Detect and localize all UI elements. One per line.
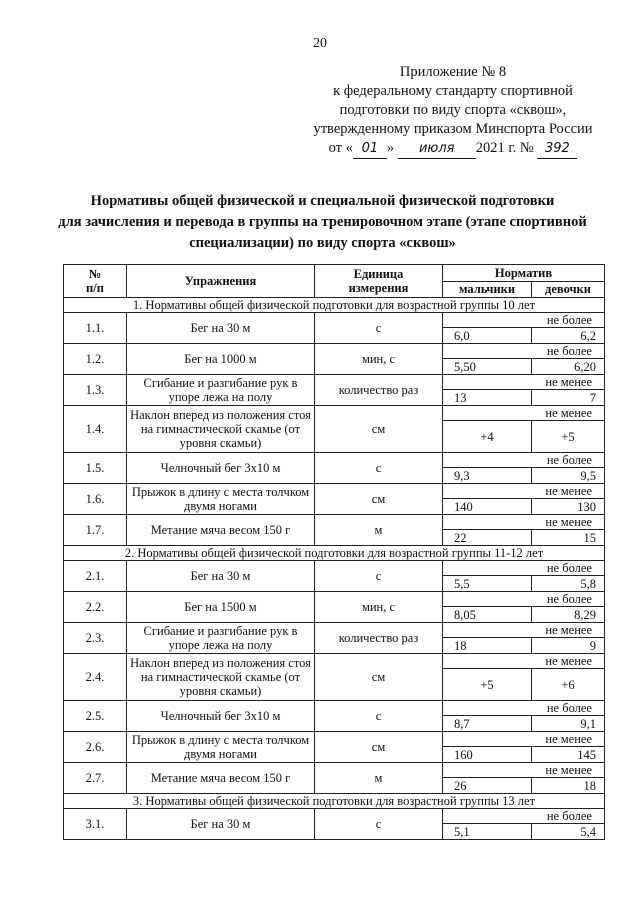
- girls-value: 5,4: [532, 824, 605, 840]
- norm-condition: не менее: [443, 515, 605, 530]
- header-exercise: Упражнения: [127, 265, 315, 298]
- title-line: специализации) по виду спорта «сквош»: [189, 235, 456, 251]
- row-num: 2.3.: [64, 623, 127, 654]
- row-num: 1.2.: [64, 344, 127, 375]
- section-row: [64, 298, 605, 313]
- date-year: 2021 г. №: [475, 140, 534, 156]
- norm-condition: не менее: [443, 623, 605, 638]
- boys-value: 9,3: [443, 468, 532, 484]
- row-num: 1.6.: [64, 484, 127, 515]
- table-row: [64, 375, 605, 390]
- girls-value: 6,2: [532, 328, 605, 344]
- table-row: [64, 344, 605, 359]
- norm-condition: не более: [443, 701, 605, 716]
- unit-cell: см: [315, 732, 443, 763]
- row-num: 2.5.: [64, 701, 127, 732]
- boys-value: 5,50: [443, 359, 532, 375]
- boys-value: 13: [443, 390, 532, 406]
- norm-condition: не более: [443, 313, 605, 328]
- unit-cell: количество раз: [315, 375, 443, 406]
- header-num: № п/п: [64, 265, 127, 298]
- appendix-line: к федеральному стандарту спортивной: [333, 83, 573, 99]
- unit-cell: с: [315, 809, 443, 840]
- unit-cell: см: [315, 484, 443, 515]
- row-num: 1.1.: [64, 313, 127, 344]
- handwritten-month: июля: [398, 139, 476, 159]
- girls-value: +6: [532, 669, 605, 701]
- unit-cell: см: [315, 406, 443, 453]
- boys-value: 8,7: [443, 716, 532, 732]
- exercise-name: Бег на 30 м: [127, 313, 315, 344]
- date-mid: »: [386, 140, 395, 156]
- section-row: [64, 794, 605, 809]
- document-title: [40, 191, 605, 254]
- title-line: для зачисления и перевода в группы на тренировочном этапе (этапе спортивной: [58, 214, 587, 230]
- row-num: 1.4.: [64, 406, 127, 453]
- section-title: 1. Нормативы общей физической подготовки для возрастной группы 10 лет: [64, 298, 605, 313]
- norm-condition: не менее: [443, 763, 605, 778]
- norm-condition: не более: [443, 344, 605, 359]
- boys-value: 8,05: [443, 607, 532, 623]
- row-num: 2.1.: [64, 561, 127, 592]
- girls-value: 8,29: [532, 607, 605, 623]
- girls-value: 18: [532, 778, 605, 794]
- row-num: 2.4.: [64, 654, 127, 701]
- header-unit: Единица измерения: [315, 265, 443, 298]
- unit-cell: мин, с: [315, 344, 443, 375]
- handwritten-order-number: 392: [537, 139, 577, 159]
- unit-cell: см: [315, 654, 443, 701]
- girls-value: 9: [532, 638, 605, 654]
- norm-condition: не менее: [443, 484, 605, 499]
- exercise-name: Наклон вперед из положения стоя на гимнастической скамье (от уровня скамьи): [127, 406, 315, 453]
- row-num: 2.6.: [64, 732, 127, 763]
- header-girls: девочки: [532, 281, 605, 298]
- exercise-name: Бег на 30 м: [127, 809, 315, 840]
- table-row: [64, 654, 605, 669]
- table-row: [64, 701, 605, 716]
- appendix-line: Приложение № 8: [399, 64, 507, 80]
- unit-cell: с: [315, 313, 443, 344]
- boys-value: 26: [443, 778, 532, 794]
- girls-value: 5,8: [532, 576, 605, 592]
- norm-condition: не менее: [443, 375, 605, 390]
- boys-value: 18: [443, 638, 532, 654]
- unit-cell: м: [315, 515, 443, 546]
- girls-value: 130: [532, 499, 605, 515]
- boys-value: 5,1: [443, 824, 532, 840]
- table-row: [64, 453, 605, 468]
- exercise-name: Метание мяча весом 150 г: [127, 763, 315, 794]
- norms-table-body: [64, 298, 605, 840]
- exercise-name: Метание мяча весом 150 г: [127, 515, 315, 546]
- girls-value: +5: [532, 421, 605, 453]
- girls-value: 9,5: [532, 468, 605, 484]
- row-num: 1.7.: [64, 515, 127, 546]
- handwritten-day: 01: [353, 139, 387, 159]
- table-row: [64, 561, 605, 576]
- table-row: [64, 763, 605, 778]
- boys-value: 6,0: [443, 328, 532, 344]
- girls-value: 7: [532, 390, 605, 406]
- norm-condition: не менее: [443, 732, 605, 747]
- appendix-line: подготовки по виду спорта «сквош»,: [339, 102, 567, 118]
- norm-condition: не более: [443, 809, 605, 824]
- girls-value: 15: [532, 530, 605, 546]
- row-num: 1.3.: [64, 375, 127, 406]
- exercise-name: Наклон вперед из положения стоя на гимнастической скамье (от уровня скамьи): [127, 654, 315, 701]
- table-row: [64, 623, 605, 638]
- table-row: [64, 515, 605, 530]
- boys-value: 160: [443, 747, 532, 763]
- exercise-name: Прыжок в длину с места толчком двумя ногами: [127, 732, 315, 763]
- unit-cell: мин, с: [315, 592, 443, 623]
- exercise-name: Бег на 1000 м: [127, 344, 315, 375]
- row-num: 1.5.: [64, 453, 127, 484]
- table-row: [64, 809, 605, 824]
- norm-condition: не более: [443, 592, 605, 607]
- boys-value: +5: [443, 669, 532, 701]
- header-boys: мальчики: [443, 281, 532, 298]
- norms-table: [63, 264, 605, 840]
- section-title: 3. Нормативы общей физической подготовки для возрастной группы 13 лет: [64, 794, 605, 809]
- exercise-name: Бег на 30 м: [127, 561, 315, 592]
- norm-condition: не более: [443, 561, 605, 576]
- unit-cell: количество раз: [315, 623, 443, 654]
- exercise-name: Сгибание и разгибание рук в упоре лежа на полу: [127, 623, 315, 654]
- page-number: 20: [313, 36, 327, 51]
- unit-cell: с: [315, 701, 443, 732]
- girls-value: 6,20: [532, 359, 605, 375]
- unit-cell: с: [315, 561, 443, 592]
- unit-cell: с: [315, 453, 443, 484]
- girls-value: 9,1: [532, 716, 605, 732]
- table-row: [64, 313, 605, 328]
- exercise-name: Прыжок в длину с места толчком двумя ногами: [127, 484, 315, 515]
- table-row: [64, 732, 605, 747]
- norm-condition: не менее: [443, 654, 605, 669]
- exercise-name: Челночный бег 3x10 м: [127, 453, 315, 484]
- section-title: 2. Нормативы общей физической подготовки для возрастной группы 11-12 лет: [64, 546, 605, 561]
- date-prefix: от «: [328, 140, 353, 156]
- exercise-name: Сгибание и разгибание рук в упоре лежа на полу: [127, 375, 315, 406]
- boys-value: 5,5: [443, 576, 532, 592]
- boys-value: 22: [443, 530, 532, 546]
- appendix-block: [303, 63, 603, 159]
- norm-condition: не менее: [443, 406, 605, 421]
- boys-value: +4: [443, 421, 532, 453]
- exercise-name: Бег на 1500 м: [127, 592, 315, 623]
- row-num: 3.1.: [64, 809, 127, 840]
- table-row: [64, 484, 605, 499]
- unit-cell: м: [315, 763, 443, 794]
- appendix-line: утвержденному приказом Минспорта России: [313, 121, 593, 137]
- norm-condition: не более: [443, 453, 605, 468]
- row-num: 2.7.: [64, 763, 127, 794]
- table-row: [64, 592, 605, 607]
- table-row: [64, 406, 605, 421]
- header-norm: Норматив: [443, 265, 605, 282]
- girls-value: 145: [532, 747, 605, 763]
- title-line: Нормативы общей физической и специальной физической подготовки: [90, 193, 555, 209]
- row-num: 2.2.: [64, 592, 127, 623]
- section-row: [64, 546, 605, 561]
- exercise-name: Челночный бег 3x10 м: [127, 701, 315, 732]
- boys-value: 140: [443, 499, 532, 515]
- appendix-date-line: [303, 139, 603, 159]
